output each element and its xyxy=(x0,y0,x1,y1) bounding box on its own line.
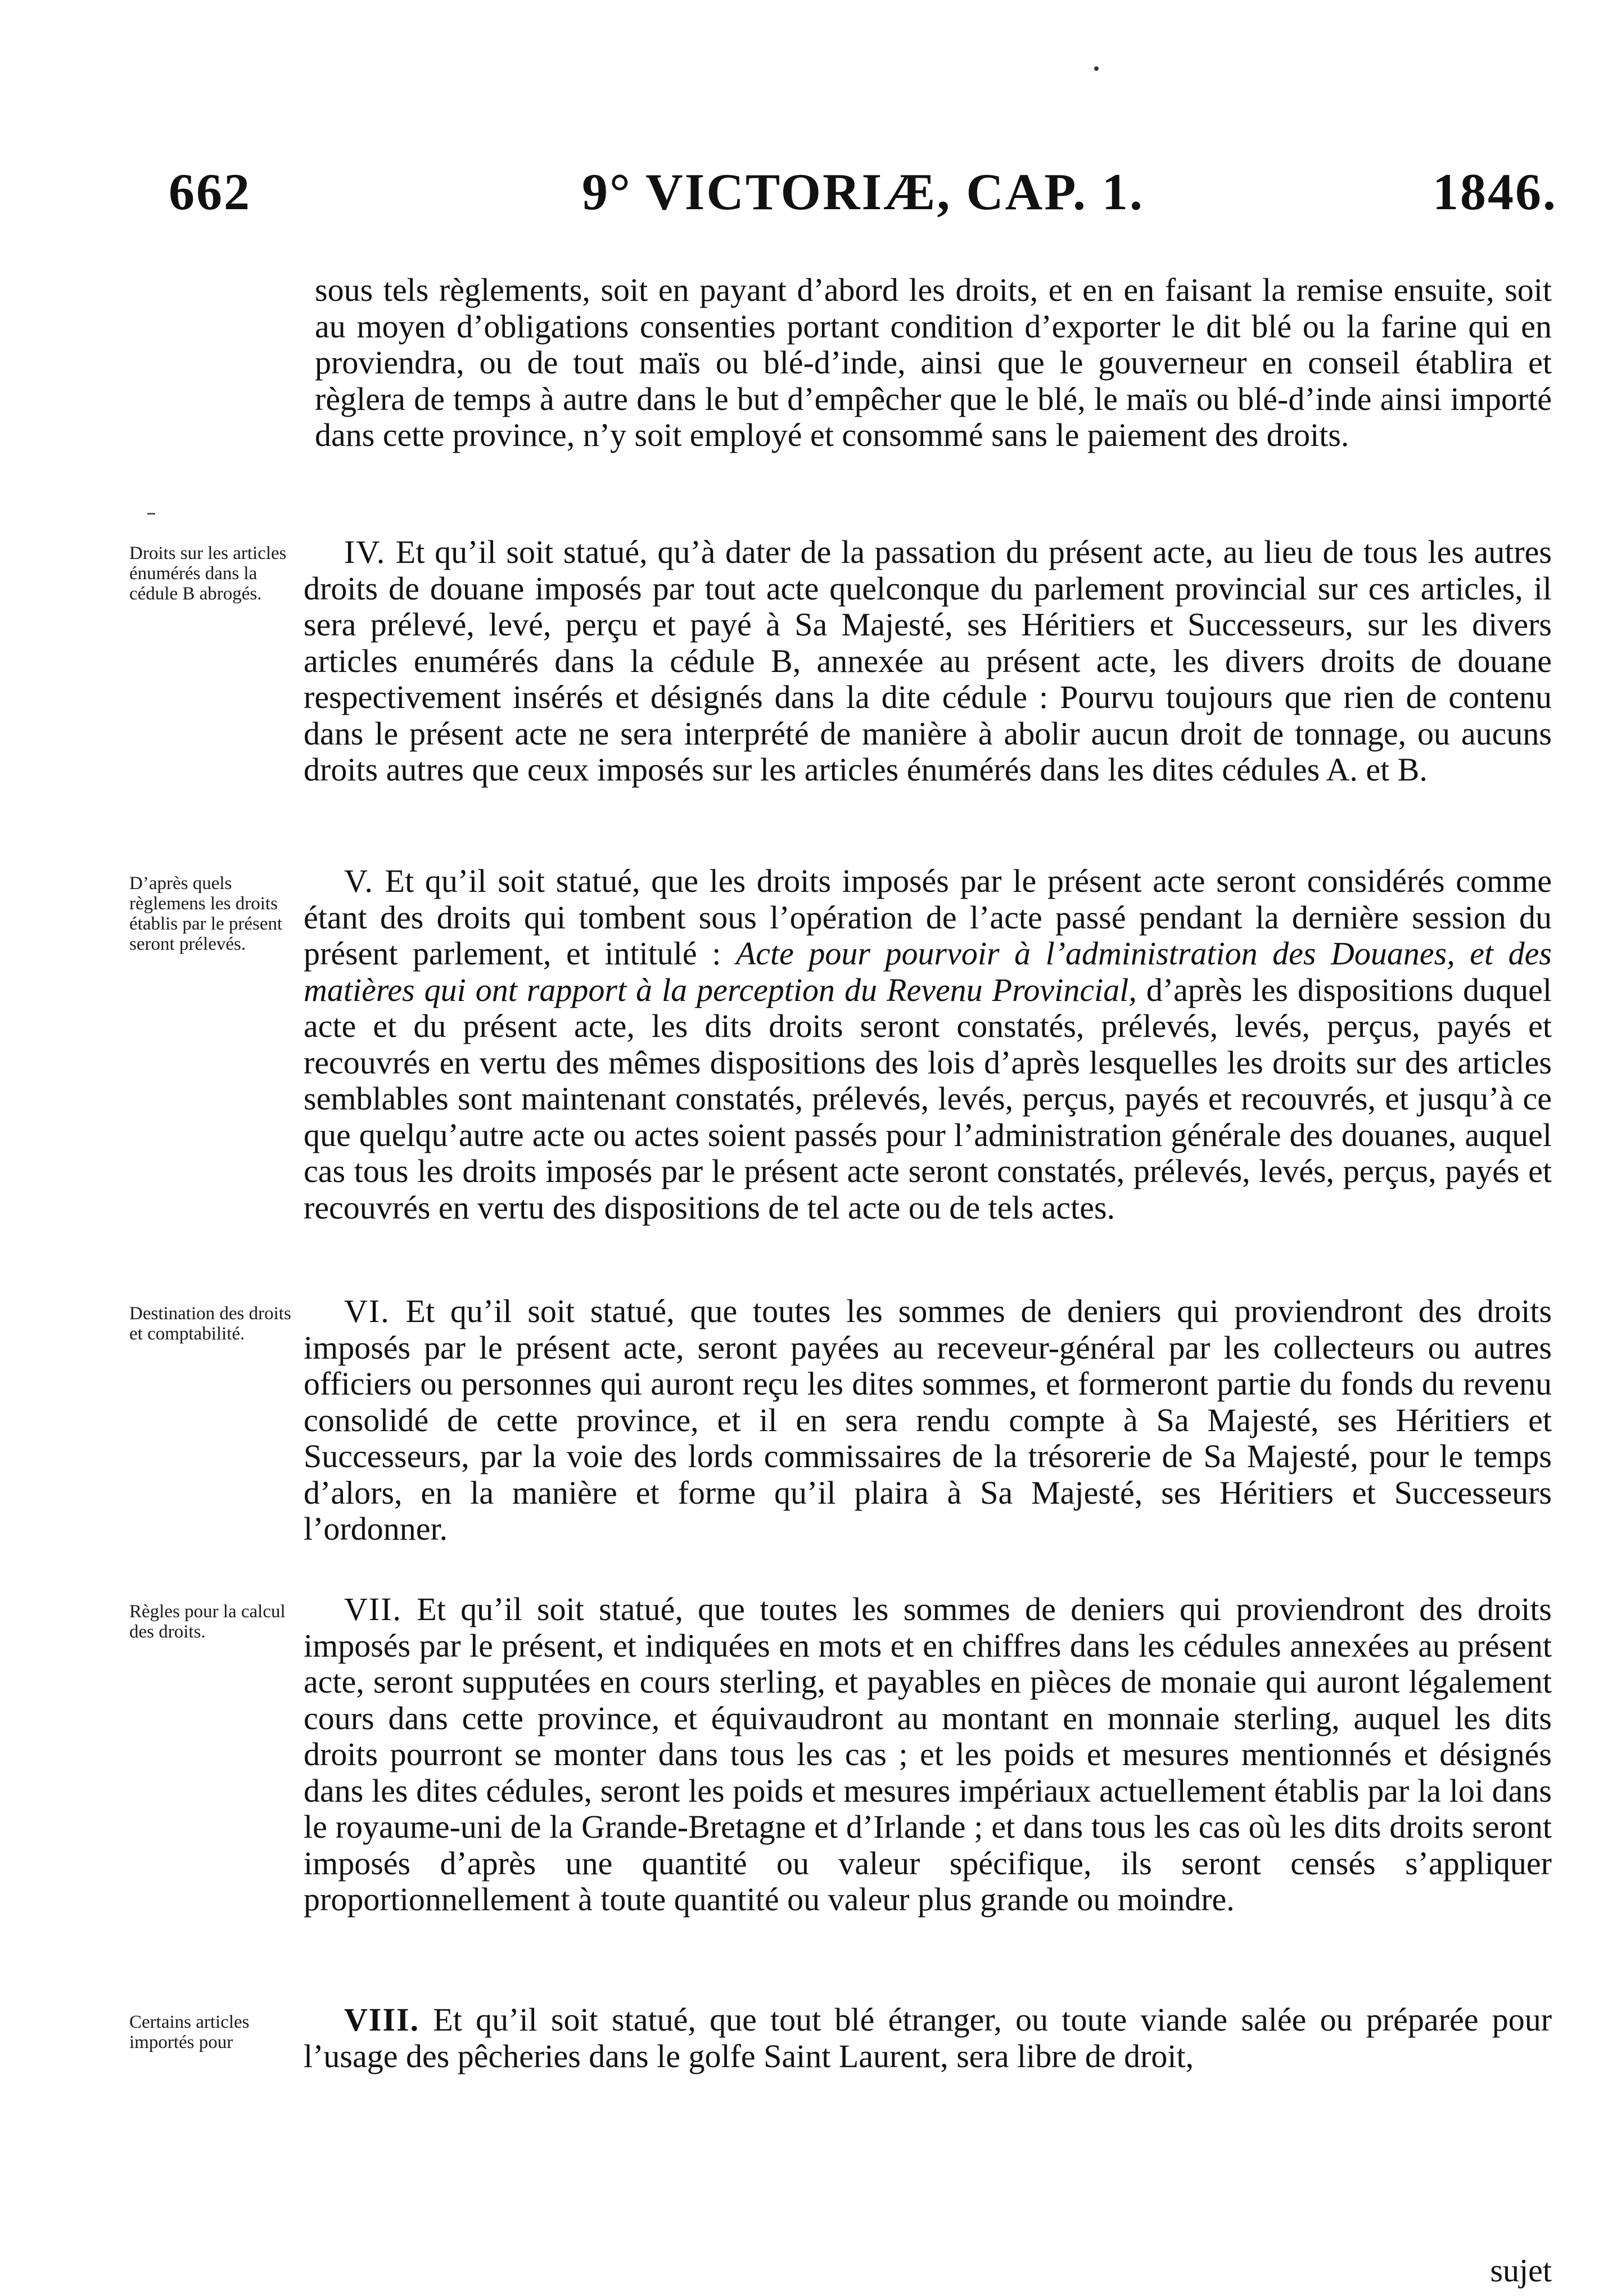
header-year: 1846. xyxy=(1433,163,1557,220)
margin-note: Droits sur les articles énumérés dans la cédule B abrogés. xyxy=(129,543,287,604)
section-text: Et qu’il soit statué, que toutes les sommes de deniers qui proviendront des droits imposés par le présent, et indiquées en mots et en chiffres dans les cédules annexées au présent acte, seront supputées en cours sterling, et payables en pièces de monaie qui auront légalement cours dans cette province, et équivaudront au montant en monnaie sterling, auquel les dits droits pourront se monter dans tous les cas ; et les poids et mesures mentionnés et désignés dans les dites cédules, seront les poids et mesures impériaux actuellement établis par la loi dans le royaume-uni de la Grande-Bretagne et d’Irlande ; et dans tous les cas où les dits droits seront imposés d’après une quantité ou valeur spécifique, ils seront censés s’appliquer proportionnellement à toute quantité ou valeur plus grande ou moindre. xyxy=(304,1591,1552,1918)
section-number: IV. xyxy=(344,534,386,570)
running-header xyxy=(169,162,1557,224)
section-body xyxy=(304,863,1552,1226)
section-text-after: d’après les dispositions duquel acte et du présent acte, les dits droits seront constatés, prélevés, levés, perçus, payés et recouvrés en vertu des mêmes dispositions des lois d’après lesquelles les droits sur des articles semblables sont maintenant constatés, prélevés, levés, perçus, payés et recouvrés, et jusqu’à ce que quelqu’autre acte ou actes soient passés pour l’administration générale des douanes, auquel cas tous les droits imposés par le présent acte seront constatés, prélevés, levés, perçus, payés et recouvrés en vertu des dispositions de tel acte ou de tels actes. xyxy=(304,971,1552,1226)
header-title: 9° VICTORIÆ, CAP. 1. xyxy=(582,163,1144,220)
section-body xyxy=(304,2002,1552,2074)
section-number: VIII. xyxy=(344,2001,420,2038)
section-body xyxy=(304,534,1552,788)
section-number: VI. xyxy=(344,1293,390,1329)
act-title: Acte pour pourvoir à l’administration des Douanes, et des matières qui ont rapport à la perception du Revenu Provincial, xyxy=(304,935,1552,1008)
section-body xyxy=(304,1591,1552,1918)
section-body xyxy=(304,1293,1552,1548)
section-text: Et qu’il soit statué, que toutes les sommes de deniers qui proviendront des droits imposés par le présent acte, seront payées au receveur-général par les collecteurs ou autres officiers ou personnes qui auront reçu les dites sommes, et formeront partie du fonds du revenu consolidé de cette province, et il en sera rendu compte à Sa Majesté, ses Héritiers et Successeurs, par la voie des lords commissaires de la trésorerie de Sa Majesté, pour le temps d’alors, en la manière et forme qu’il plaira à Sa Majesté, ses Héritiers et Successeurs l’ordonner. xyxy=(304,1293,1552,1547)
page-number: 662 xyxy=(169,163,251,220)
margin-note: Règles pour la calcul des droits. xyxy=(129,1602,286,1642)
section-text-before: Et qu’il soit statué, que les droits imposés par le présent acte seront considérés comme étant des droits qui tombent sous l’opération de l’acte passé pendant la dernière session du présent parlement, et intitulé : xyxy=(304,863,1552,972)
section-number: V. xyxy=(344,863,374,899)
section-number: VII. xyxy=(344,1591,403,1627)
section-text: Et qu’il soit statué, que tout blé étranger, ou toute viande salée ou préparée pour l’usage des pêcheries dans le golfe Saint Laurent, sera libre de droit, xyxy=(304,2001,1552,2074)
margin-note: D’après quels règlemens les droits établis par le présent seront prélevés. xyxy=(129,873,283,954)
continuation-text: sous tels règlements, soit en payant d’abord les droits, et en en faisant la remise ensuite, soit au moyen d’obligations consenties portant condition d’exporter le dit blé ou la farine qui en proviendra, ou de tout maïs ou blé-d’inde, ainsi que le gouverneur en conseil établira et règlera de temps à autre dans le but d’empêcher que le blé, le maïs ou blé-d’inde ainsi importé dans cette province, n’y soit employé et consommé sans le paiement des droits. xyxy=(315,272,1552,453)
margin-tick xyxy=(147,513,155,515)
margin-note: Destination des droits et comptabilité. xyxy=(129,1303,291,1344)
margin-note: Certains articles importés pour xyxy=(129,2012,250,2053)
catchword: sujet xyxy=(1490,2252,1552,2289)
printer-speck xyxy=(1094,66,1099,71)
section-text: Et qu’il soit statué, qu’à dater de la passation du présent acte, au lieu de tous les autres droits de douane imposés par tout acte quelconque du parlement provincial sur ces articles, il sera prélevé, levé, perçu et payé à Sa Majesté, ses Héritiers et Successeurs, sur les divers articles enumérés dans la cédule B, annexée au présent acte, les divers droits de douane respectivement insérés et désignés dans la dite cédule : Pourvu toujours que rien de contenu dans le présent acte ne sera interprété de manière à abolir aucun droit de tonnage, ou aucuns droits autres que ceux imposés sur les articles énumérés dans les dites cédules A. et B. xyxy=(304,534,1552,788)
continuation-paragraph xyxy=(315,272,1552,454)
